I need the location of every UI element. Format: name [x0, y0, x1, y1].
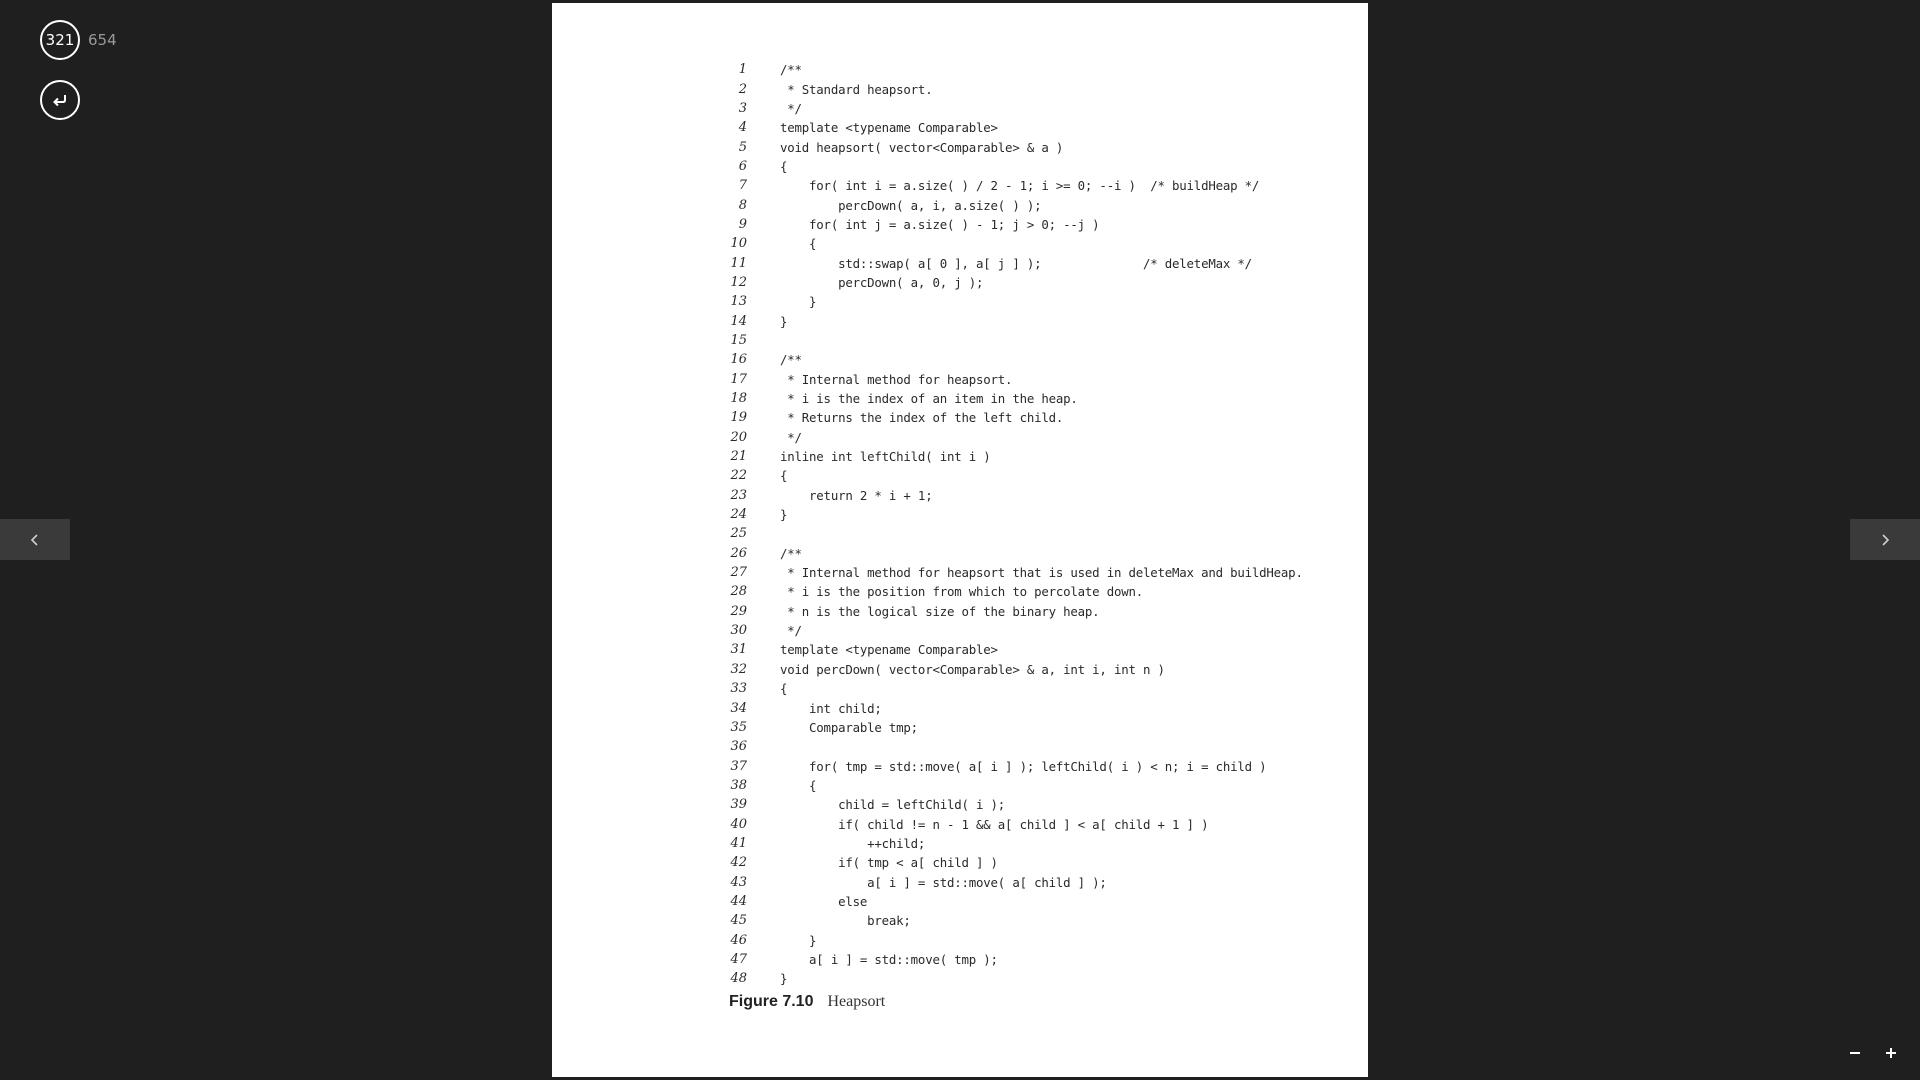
line-number: 2: [738, 81, 747, 97]
code-line: [727, 428, 1303, 447]
code-text: }: [780, 971, 788, 987]
code-line: [727, 79, 1303, 98]
code-text: percDown( a, 0, j );: [780, 274, 984, 290]
code-line: [727, 273, 1303, 292]
code-text: }: [780, 932, 817, 948]
code-line: [727, 331, 1303, 350]
code-line: [727, 892, 1303, 911]
code-line: [727, 408, 1303, 427]
code-text: }: [780, 294, 817, 310]
code-text: for( tmp = std::move( a[ i ] ); leftChild( i ) < n; i = child ): [780, 758, 1267, 774]
line-number: 24: [730, 507, 747, 523]
line-number: 10: [730, 236, 747, 252]
code-text: {: [780, 236, 817, 252]
line-number: 29: [730, 603, 747, 619]
back-button[interactable]: [40, 80, 80, 120]
code-text: child = leftChild( i );: [780, 797, 1006, 813]
code-text: /**: [780, 545, 802, 561]
line-number: 1: [738, 62, 747, 78]
code-text: a[ i ] = std::move( a[ child ] );: [780, 874, 1107, 890]
code-text: Comparable tmp;: [780, 719, 918, 735]
code-text: if( child != n - 1 && a[ child ] < a[ child + 1 ] ): [780, 816, 1209, 832]
code-text: void percDown( vector<Comparable> & a, int i, int n ): [780, 661, 1165, 677]
code-text: {: [780, 777, 817, 793]
total-pages: 654: [88, 31, 117, 49]
code-line: [727, 911, 1303, 930]
current-page-indicator[interactable]: 321: [40, 20, 80, 60]
document-page: [552, 3, 1368, 1077]
code-line: [727, 137, 1303, 156]
chevron-left-icon: [29, 533, 41, 547]
line-number: 46: [730, 932, 747, 948]
line-number: 35: [730, 719, 747, 735]
code-text: {: [780, 468, 788, 484]
zoom-controls: [1846, 1044, 1900, 1062]
next-page-button[interactable]: [1850, 519, 1920, 560]
line-number: 7: [738, 178, 747, 194]
code-text: * i is the position from which to percolate down.: [780, 584, 1143, 600]
code-text: */: [780, 429, 802, 445]
code-text: * Returns the index of the left child.: [780, 410, 1064, 426]
code-listing: [727, 60, 1303, 989]
code-line: [727, 215, 1303, 234]
line-number: 3: [738, 100, 747, 116]
line-number: 8: [738, 197, 747, 213]
previous-page-button[interactable]: [0, 519, 70, 560]
line-number: 45: [730, 913, 747, 929]
code-text: std::swap( a[ 0 ], a[ j ] ); /* deleteMax */: [780, 255, 1252, 271]
code-line: [727, 234, 1303, 253]
minus-icon: [1848, 1046, 1862, 1060]
line-number: 37: [730, 758, 747, 774]
line-number: 28: [730, 584, 747, 600]
line-number: 5: [738, 139, 747, 155]
line-number: 30: [730, 623, 747, 639]
code-line: [727, 292, 1303, 311]
code-text: template <typename Comparable>: [780, 120, 998, 136]
code-line: [727, 486, 1303, 505]
code-text: break;: [780, 913, 911, 929]
code-line: [727, 834, 1303, 853]
line-number: 11: [730, 255, 747, 271]
code-text: */: [780, 623, 802, 639]
code-line: [727, 660, 1303, 679]
code-line: [727, 195, 1303, 214]
code-text: * n is the logical size of the binary heap.: [780, 603, 1100, 619]
line-number: 21: [730, 449, 747, 465]
code-line: [727, 466, 1303, 485]
line-number: 23: [730, 487, 747, 503]
line-number: 38: [730, 777, 747, 793]
line-number: 26: [730, 545, 747, 561]
line-number: 47: [730, 951, 747, 967]
line-number: 18: [730, 391, 747, 407]
line-number: 42: [730, 855, 747, 871]
line-number: 27: [730, 565, 747, 581]
code-line: [727, 311, 1303, 330]
line-number: 17: [730, 371, 747, 387]
line-number: 25: [730, 526, 747, 542]
line-number: 33: [730, 681, 747, 697]
code-line: [727, 176, 1303, 195]
figure-label: Figure 7.10: [729, 993, 814, 1010]
code-text: }: [780, 313, 788, 329]
code-text: }: [780, 507, 788, 523]
code-text: ++child;: [780, 835, 926, 851]
code-line: [727, 853, 1303, 872]
code-line: [727, 118, 1303, 137]
code-text: * i is the index of an item in the heap.: [780, 391, 1078, 407]
line-number: 16: [730, 352, 747, 368]
code-text: template <typename Comparable>: [780, 642, 998, 658]
code-text: inline int leftChild( int i ): [780, 449, 991, 465]
code-line: [727, 969, 1303, 988]
line-number: 14: [730, 313, 747, 329]
code-text: {: [780, 158, 788, 174]
chevron-right-icon: [1879, 533, 1891, 547]
code-text: percDown( a, i, a.size( ) );: [780, 197, 1042, 213]
code-line: [727, 370, 1303, 389]
code-line: [727, 544, 1303, 563]
code-text: if( tmp < a[ child ] ): [780, 855, 998, 871]
code-line: [727, 640, 1303, 659]
code-text: * Internal method for heapsort that is used in deleteMax and buildHeap.: [780, 565, 1303, 581]
line-number: 15: [730, 332, 747, 348]
line-number: 43: [730, 874, 747, 890]
figure-caption: [729, 993, 885, 1011]
code-text: /**: [780, 62, 802, 78]
code-line: [727, 679, 1303, 698]
code-line: [727, 60, 1303, 79]
code-text: return 2 * i + 1;: [780, 487, 933, 503]
code-line: [727, 524, 1303, 543]
code-text: int child;: [780, 700, 882, 716]
page-counter: [40, 20, 117, 60]
line-number: 9: [738, 216, 747, 232]
line-number: 19: [730, 410, 747, 426]
code-text: */: [780, 100, 802, 116]
line-number: 31: [730, 642, 747, 658]
code-line: [727, 795, 1303, 814]
code-line: [727, 447, 1303, 466]
code-text: * Internal method for heapsort.: [780, 371, 1013, 387]
line-number: 12: [730, 274, 747, 290]
line-number: 20: [730, 429, 747, 445]
code-line: [727, 756, 1303, 775]
code-line: [727, 563, 1303, 582]
code-line: [727, 99, 1303, 118]
back-arrow-icon: [50, 90, 70, 110]
code-text: * Standard heapsort.: [780, 81, 933, 97]
line-number: 13: [730, 294, 747, 310]
code-line: [727, 602, 1303, 621]
line-number: 44: [730, 893, 747, 909]
code-line: [727, 621, 1303, 640]
code-line: [727, 389, 1303, 408]
code-line: [727, 698, 1303, 717]
line-number: 6: [738, 158, 747, 174]
plus-icon: [1884, 1046, 1898, 1060]
figure-title: Heapsort: [827, 993, 886, 1010]
code-text: void heapsort( vector<Comparable> & a ): [780, 139, 1064, 155]
code-line: [727, 950, 1303, 969]
line-number: 40: [730, 816, 747, 832]
code-line: [727, 814, 1303, 833]
code-line: [727, 872, 1303, 891]
line-number: 32: [730, 661, 747, 677]
code-line: [727, 582, 1303, 601]
code-line: [727, 776, 1303, 795]
code-line: [727, 157, 1303, 176]
line-number: 36: [730, 739, 747, 755]
line-number: 48: [730, 971, 747, 987]
code-line: [727, 505, 1303, 524]
line-number: 41: [730, 835, 747, 851]
code-line: [727, 930, 1303, 949]
code-text: for( int j = a.size( ) - 1; j > 0; --j ): [780, 216, 1100, 232]
line-number: 39: [730, 797, 747, 813]
code-text: a[ i ] = std::move( tmp );: [780, 951, 998, 967]
line-number: 34: [730, 700, 747, 716]
code-text: else: [780, 893, 868, 909]
code-text: {: [780, 681, 788, 697]
line-number: 22: [730, 468, 747, 484]
code-text: for( int i = a.size( ) / 2 - 1; i >= 0; --i ) /* buildHeap */: [780, 178, 1260, 194]
zoom-in-button[interactable]: [1882, 1044, 1900, 1062]
zoom-out-button[interactable]: [1846, 1044, 1864, 1062]
code-line: [727, 718, 1303, 737]
code-line: [727, 253, 1303, 272]
code-text: /**: [780, 352, 802, 368]
code-line: [727, 350, 1303, 369]
line-number: 4: [738, 120, 747, 136]
code-line: [727, 737, 1303, 756]
